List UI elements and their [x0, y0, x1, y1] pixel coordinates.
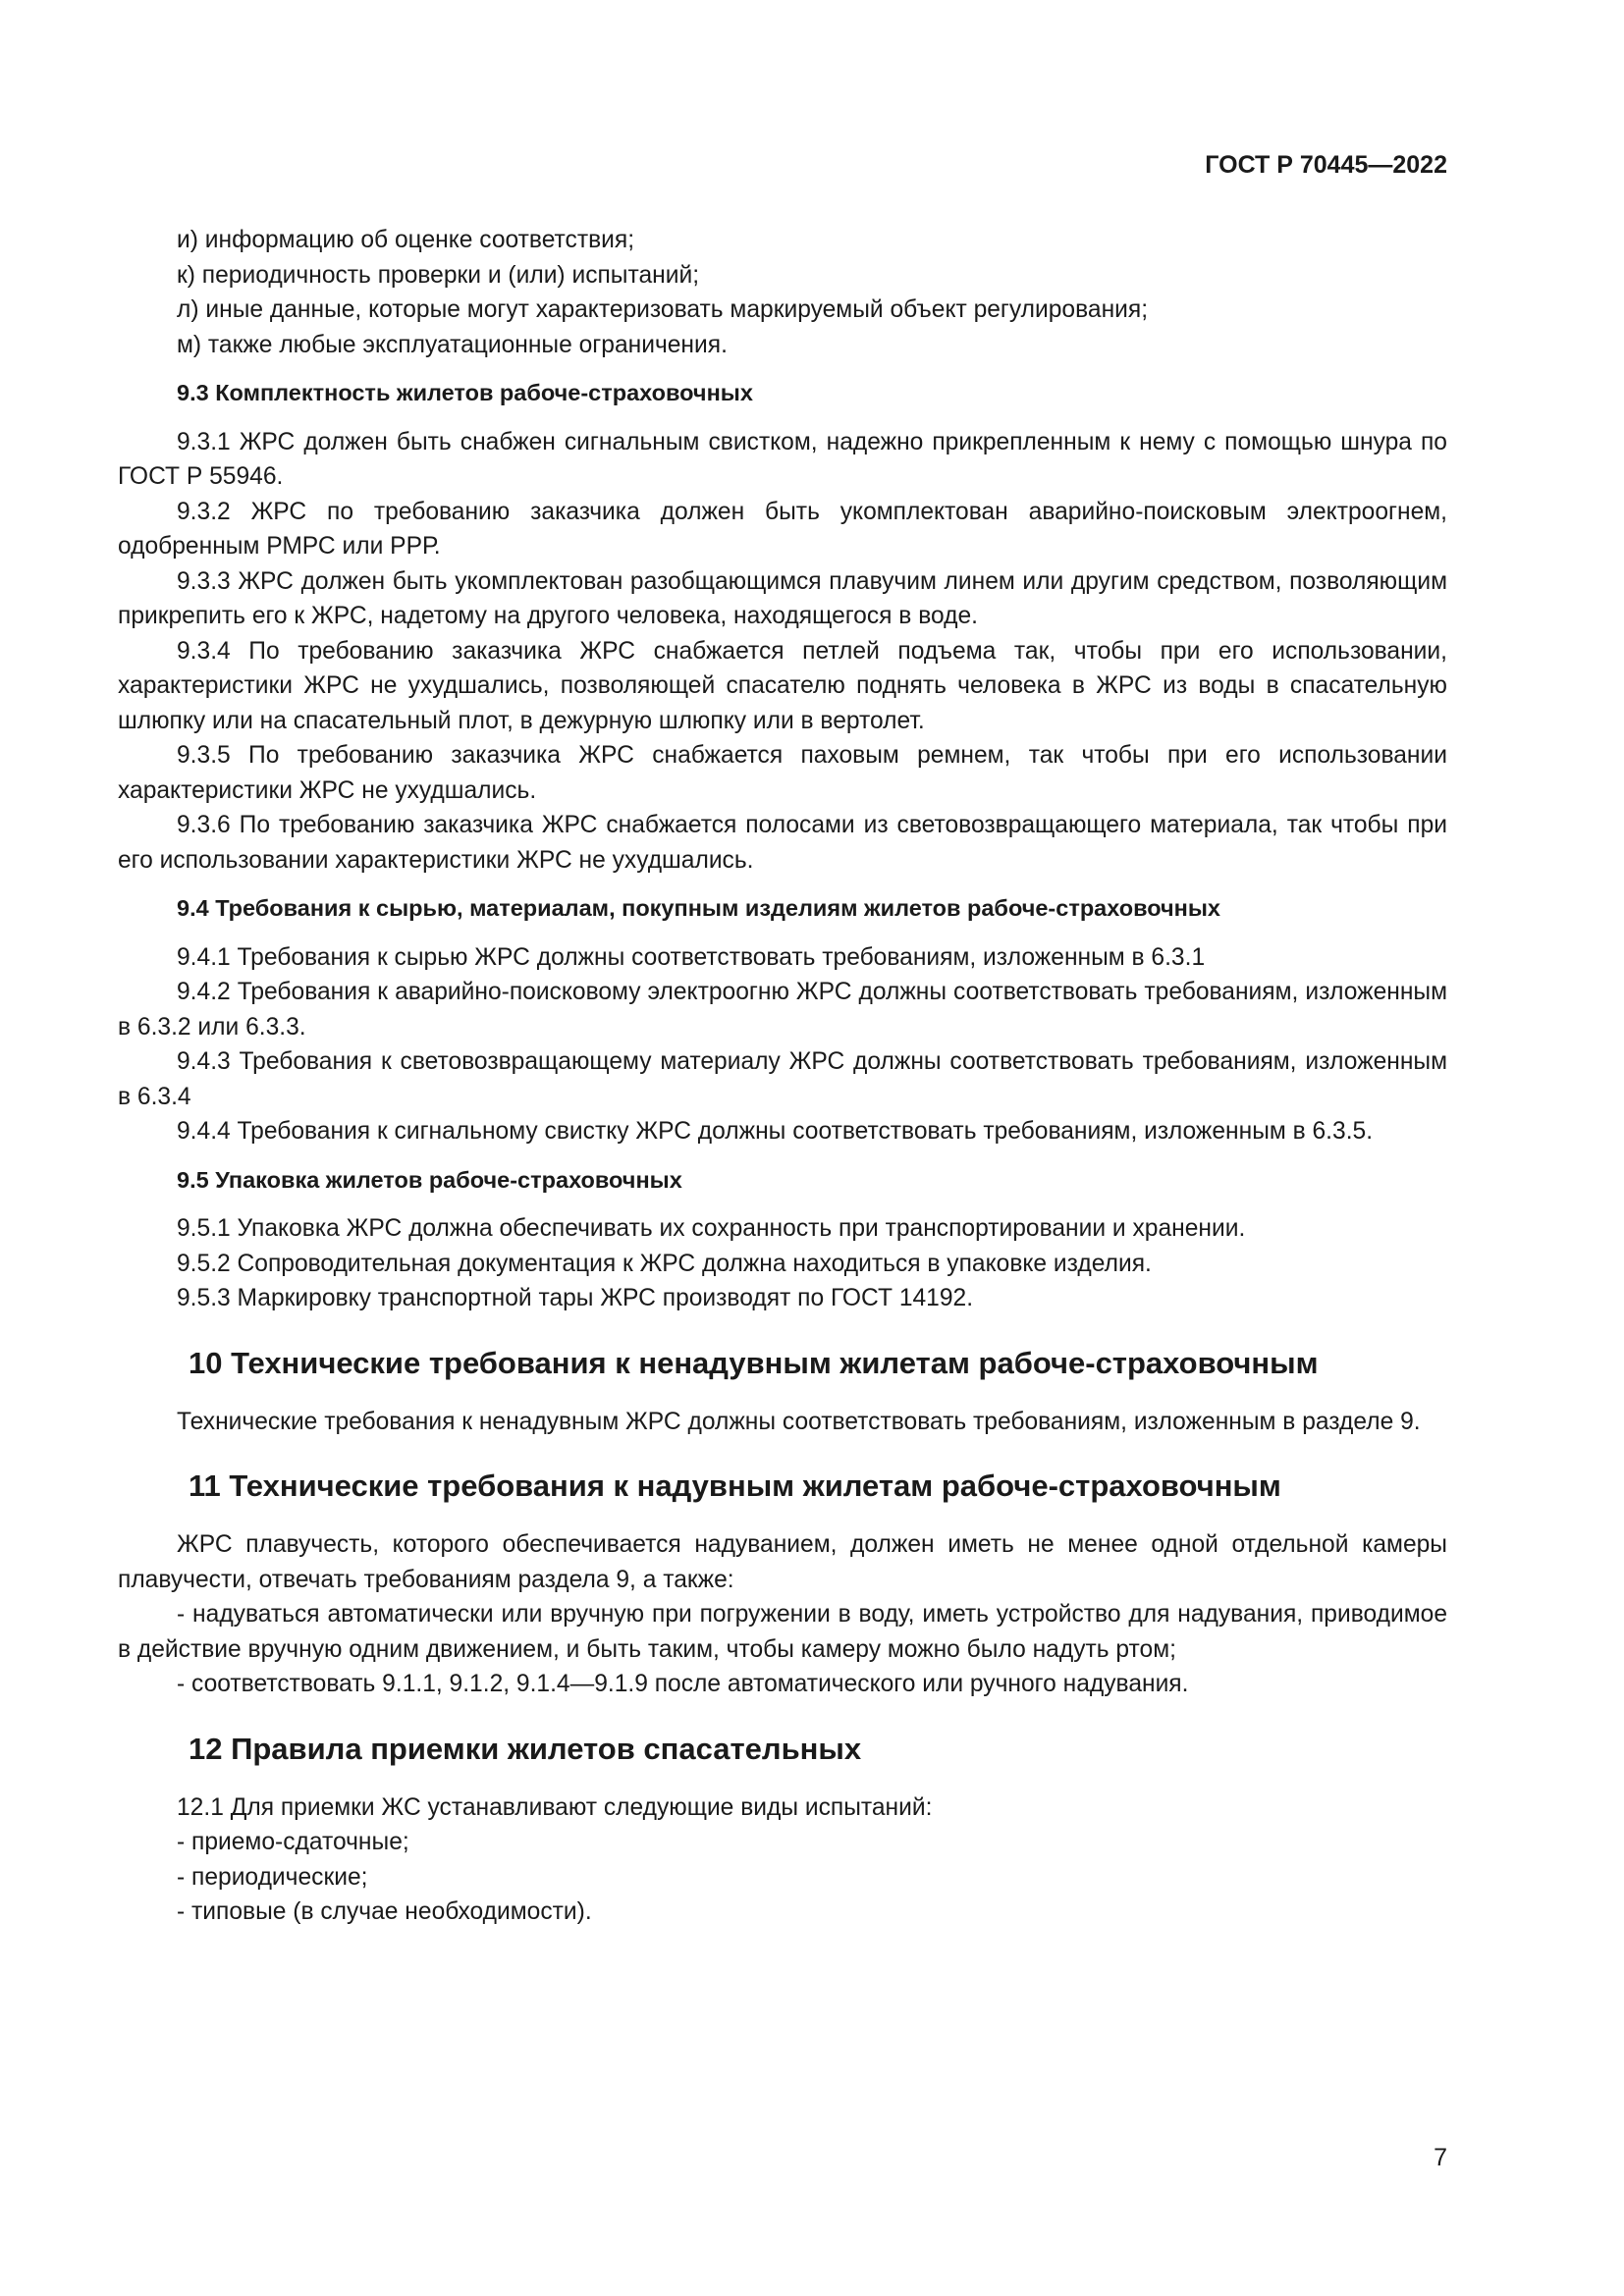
paragraph-9-3-2: 9.3.2 ЖРС по требованию заказчика должен быть укомплектован аварийно-поисковым электроогнем, одобренным РМРС или РРР.	[118, 498, 1447, 560]
list-item-dash: - периодические;	[177, 1863, 368, 1891]
paragraph-9-5-3: 9.5.3 Маркировку транспортной тары ЖРС производят по ГОСТ 14192.	[177, 1285, 974, 1311]
paragraph-10: Технические требования к ненадувным ЖРС должны соответствовать требованиям, изложенным в разделе 9.	[177, 1408, 1421, 1435]
paragraph-9-4-4: 9.4.4 Требования к сигнальному свистку ЖРС должны соответствовать требованиям, изложенным в 6.3.5.	[177, 1118, 1374, 1145]
list-item: м) также любые эксплуатационные ограничения.	[177, 331, 728, 358]
subsection-heading-9-3: 9.3 Комплектность жилетов рабоче-страховочных	[177, 380, 753, 405]
section-heading-11: 11 Технические требования к надувным жилетам рабоче-страховочным	[189, 1468, 1281, 1503]
page-number: 7	[1434, 2144, 1447, 2171]
list-item: к) периодичность проверки и (или) испытаний;	[177, 261, 700, 289]
list-item: л) иные данные, которые могут характеризовать маркируемый объект регулирования;	[177, 296, 1149, 323]
paragraph-12-1: 12.1 Для приемки ЖС устанавливают следующие виды испытаний:	[177, 1793, 933, 1821]
document-code-header: ГОСТ Р 70445—2022	[1205, 151, 1447, 179]
section-heading-12: 12 Правила приемки жилетов спасательных	[189, 1731, 862, 1766]
paragraph-9-5-2: 9.5.2 Сопроводительная документация к ЖРС должна находиться в упаковке изделия.	[177, 1250, 1152, 1277]
paragraph-9-4-2: 9.4.2 Требования к аварийно-поисковому электроогню ЖРС должны соответствовать требованиям, изложенным в 6.3.2 или 6.3.3.	[118, 979, 1447, 1041]
list-item-dash: - типовые (в случае необходимости).	[177, 1898, 592, 1925]
list-item-dash: - приемо-сдаточные;	[177, 1829, 409, 1855]
paragraph-9-3-4: 9.3.4 По требованию заказчика ЖРС снабжается петлей подъема так, чтобы при его использовании, характеристики ЖРС не ухудшались, позволяющей спасателю поднять человека в ЖРС из воды в спасательную шлюпку или на спасательный плот, в дежурную шлюпку или в вертолет.	[118, 637, 1447, 734]
paragraph-9-3-3: 9.3.3 ЖРС должен быть укомплектован разобщающимся плавучим линем или другим средством, позволяющим прикрепить его к ЖРС, надетому на другого человека, находящегося в воде.	[118, 567, 1447, 629]
subsection-heading-9-4: 9.4 Требования к сырью, материалам, покупным изделиям жилетов рабоче-страховочных	[177, 895, 1220, 921]
list-item: и) информацию об оценке соответствия;	[177, 227, 635, 253]
paragraph-9-3-1: 9.3.1 ЖРС должен быть снабжен сигнальным свистком, надежно прикрепленным к нему с помощью шнура по ГОСТ Р 55946.	[118, 428, 1447, 490]
paragraph-9-3-6: 9.3.6 По требованию заказчика ЖРС снабжается полосами из световозвращающего материала, так чтобы при его использовании характеристики ЖРС не ухудшались.	[118, 812, 1447, 874]
paragraph-9-3-5: 9.3.5 По требованию заказчика ЖРС снабжается паховым ремнем, так чтобы при его использовании характеристики ЖРС не ухудшались.	[118, 742, 1447, 804]
paragraph-9-4-3: 9.4.3 Требования к световозвращающему материалу ЖРС должны соответствовать требованиям, изложенным в 6.3.4	[118, 1048, 1447, 1110]
subsection-heading-9-5: 9.5 Упаковка жилетов рабоче-страховочных	[177, 1166, 682, 1193]
page-body	[118, 223, 1447, 1930]
list-item-dash: - надуваться автоматически или вручную при погружении в воду, иметь устройство для надувания, приводимое в действие вручную одним движением, и быть таким, чтобы камеру можно было надуть ртом;	[118, 1601, 1447, 1663]
paragraph-9-4-1: 9.4.1 Требования к сырью ЖРС должны соответствовать требованиям, изложенным в 6.3.1	[177, 943, 1206, 971]
section-heading-10: 10 Технические требования к ненадувным жилетам рабоче-страховочным	[189, 1345, 1319, 1380]
paragraph-11: ЖРС плавучесть, которого обеспечивается надуванием, должен иметь не менее одной отдельной камеры плавучести, отвечать требованиям раздела 9, а также:	[118, 1531, 1447, 1593]
list-item-dash: - соответствовать 9.1.1, 9.1.2, 9.1.4—9.1.9 после автоматического или ручного надувания.	[177, 1671, 1189, 1697]
paragraph-9-5-1: 9.5.1 Упаковка ЖРС должна обеспечивать их сохранность при транспортировании и хранении.	[177, 1215, 1246, 1242]
